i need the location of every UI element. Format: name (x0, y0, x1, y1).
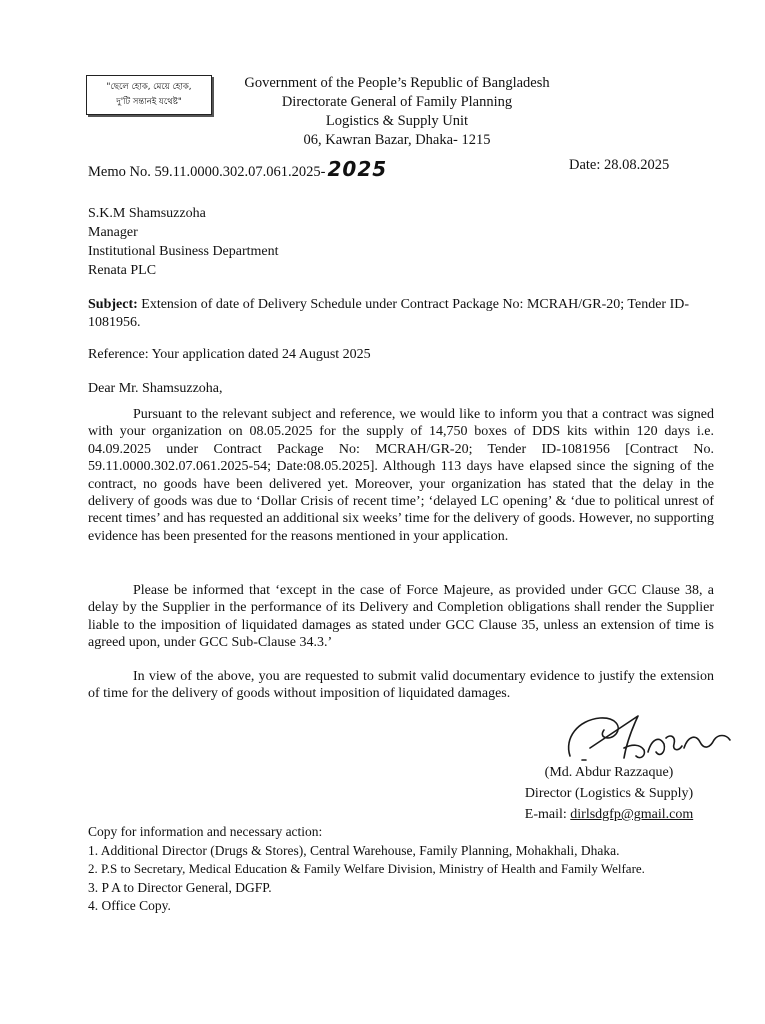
paragraph-3: In view of the above, you are requested to submit valid documentary evidence to justify the extension of time for the delivery of goods without imposition of liquidated damages. (88, 669, 714, 702)
copy-item: 3. P A to Director General, DGFP. (88, 879, 272, 895)
paragraph-2: Please be informed that ‘except in the case of Force Majeure, as provided under GCC Clause 38, a delay by the Supplier in the performance of its Delivery and Completion obligations shall render the Supplier liable to the imposition of liquidated damages as stated under GCC Clause 35, unless an extension of time is agreed upon, under GCC Sub-Clause 34.3.’ (88, 583, 714, 651)
paragraph-1: Pursuant to the relevant subject and reference, we would like to inform you that a contract was signed with your organization on 08.05.2025 for the supply of 14,750 boxes of DDS kits within 120 days i.e. 04.09.2025 under Contract Package No: MCRAH/GR-20; Tender ID-1081956 [Contract No. 59.11.0000.302.07.061.2025-54; Date:08.05.2025]. Although 113 days have elapsed since the signing of the contract, no goods have been delivered yet. Moreover, your organization has stated that the delay in the delivery of goods was due to ‘Dollar Crisis of recent time’; ‘delayed LC opening’ & ‘due to political unrest of recent times’ and has requested an additional six weeks’ time for the delivery of goods. However, no supporting evidence has been presented for the reasons mentioned in your application. (88, 407, 714, 544)
copy-list (88, 823, 645, 916)
email-link[interactable]: dirlsdgfp@gmail.com (570, 807, 694, 822)
slogan-box (86, 75, 212, 115)
recipient-address (88, 204, 279, 280)
subject-line (88, 296, 714, 332)
subject-text: Extension of date of Delivery Schedule under Contract Package No: MCRAH/GR-20; Tender ID-1081956. (88, 297, 690, 330)
salutation: Dear Mr. Shamsuzzoha, (88, 381, 223, 396)
signatory-block (504, 762, 714, 825)
copy-heading: Copy for information and necessary action: (88, 824, 323, 839)
signatory-email-line (504, 804, 714, 825)
email-label: E-mail: (524, 807, 571, 822)
copy-item: 1. Additional Director (Drugs & Stores), Central Warehouse, Family Planning, Mohakhali, Dhaka. (88, 842, 620, 858)
letterhead-line-1: Government of the People’s Republic of Bangladesh (244, 75, 550, 91)
slogan-line-1: "ছেলে হোক, মেয়ে হোক, (106, 82, 192, 92)
recipient-title: Manager (88, 225, 138, 240)
letterhead (232, 74, 562, 150)
signatory-designation: Director (Logistics & Supply) (524, 786, 694, 801)
letterhead-line-3: Logistics & Supply Unit (325, 113, 469, 129)
letterhead-line-4: 06, Kawran Bazar, Dhaka- 1215 (303, 132, 491, 148)
letterhead-line-2: Directorate General of Family Planning (281, 94, 513, 110)
memo-label: Memo No. 59.11.0000.302.07.061.2025- (88, 164, 326, 180)
recipient-name: S.K.M Shamsuzzoha (88, 206, 206, 221)
reference-line: Reference: Your application dated 24 August 2025 (88, 347, 371, 362)
memo-number (88, 157, 387, 181)
handwritten-signature (560, 708, 740, 770)
copy-item: 2. P.S to Secretary, Medical Education & Family Welfare Division, Ministry of Health and Family Welfare. (88, 861, 645, 876)
recipient-company: Renata PLC (88, 263, 157, 278)
copy-item: 4. Office Copy. (88, 898, 171, 913)
memo-handwritten-number: 2025 (327, 157, 388, 181)
subject-label: Subject: (88, 297, 138, 312)
memo-date: Date: 28.08.2025 (569, 157, 670, 173)
signatory-name: (Md. Abdur Razzaque) (544, 765, 674, 780)
recipient-department: Institutional Business Department (88, 244, 279, 259)
slogan-line-2: দু'টি সন্তানই যথেষ্ট" (116, 97, 182, 107)
